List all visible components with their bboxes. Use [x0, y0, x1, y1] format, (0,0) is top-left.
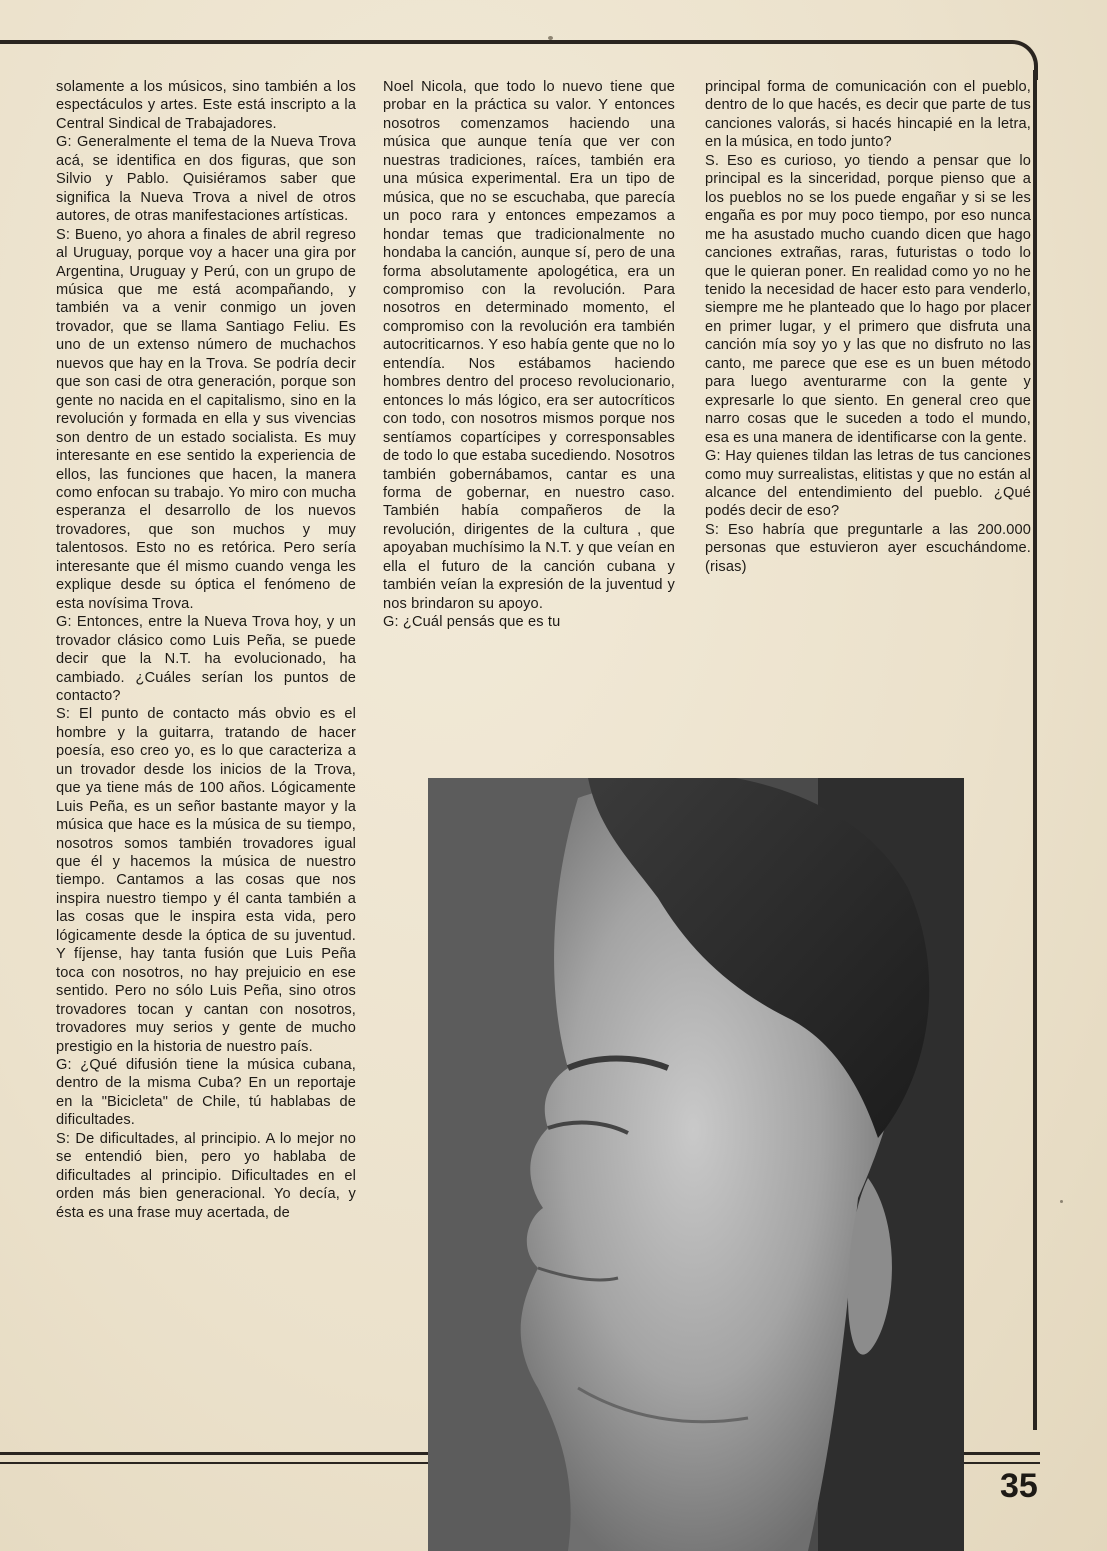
page-number: 35: [1000, 1467, 1038, 1505]
article-column-3: [705, 78, 1031, 576]
portrait-photo: [428, 778, 964, 1551]
column-2-text: Noel Nicola, que todo lo nuevo tiene que probar en la práctica su valor. Y entonces nosotros comenzamos haciendo una música que aunque tenía que ver con nuestras tradiciones, raíces, también era una música experimental. Era un tipo de música, que no se escuchaba, que parecía un poco rara y entonces empezamos a hondar temas que tradicionalmente no hondaba la canción, aunque sí, pero de una forma absolutamente apologética, era un compromiso con la revolución. Para nosotros en determinado momento, el compromiso con la revolución era también autocriticarnos. Y eso había gente que no lo entendía. Nos estábamos haciendo hombres dentro del proceso revolucionario, entonces lo más lógico, era ser autocríticos con todo, con nosotros mismos porque nos sentíamos copartícipes y corresponsables de todo lo que estaba sucediendo. Nosotros también gobernábamos, cantar es una forma de gobernar, en nuestro caso. También había compañeros de la revolución, dirigentes de la cultura , que apoyaban muchísimo la N.T. y que veían en ella el futuro de la canción cubana y también veían la expresión de la juventud y nos brindaron su apoyo. G: ¿Cuál pensás que es tu: [383, 79, 675, 631]
portrait-silhouette-icon: [428, 778, 964, 1551]
column-3-text: principal forma de comunicación con el pueblo, dentro de lo que hacés, es decir que parte de tus canciones valorás, si hacés hincapié en la letra, en la música, en todo junto? S. Eso es curioso, yo tiendo a pensar que lo principal es la sinceridad, porque pienso que a los pueblos no se los puede engañar y si se les engaña es por muy poco tiempo, por eso nunca me ha asustado mucho cuando dicen que hago canciones extrañas, raras, futuristas o todo lo que le quieran poner. En realidad como yo no he tenido la necesidad de hacer esto para venderlo, siempre me he planteado que lo hago por placer en primer lugar, y el primero que disfruta una canción mía soy yo y las que no disfruto no las canto, me parece que ese es un buen método para luego aventurarme con la gente y expresarle lo que siento. En general creo que narro cosas que le suceden a todo el mundo, esa es una manera de identificarse con la gente. G: Hay quienes tildan las letras de tus canciones como muy surrealistas, elitistas y que no están al alcance del entendimiento del pueblo. ¿Qué podés decir de eso? S: Eso habría que preguntarle a las 200.000 personas que estuvieron ayer escuchándome. (risas): [705, 79, 1031, 575]
page-frame-right: [1033, 70, 1037, 1430]
article-column-2: [383, 78, 675, 632]
print-speck: [548, 36, 553, 40]
article-column-1: [56, 78, 356, 1222]
print-speck: [1060, 1200, 1063, 1203]
column-1-text: solamente a los músicos, sino también a los espectáculos y artes. Este está inscripto a la Central Sindical de Trabajadores. G: Generalmente el tema de la Nueva Trova acá, se identifica en dos figuras, que son Silvio y Pablo. Quisiéramos saber que significa la Nueva Trova a nivel de otros autores, de otras manifestaciones artísticas. S: Bueno, yo ahora a finales de abril regreso al Uruguay, porque voy a hacer una gira por Argentina, Uruguay y Perú, con un grupo de música que me está acompañando, y también va a venir conmigo un joven trovador, que se llama Santiago Feliu. Es uno de un extenso número de muchachos nuevos que hay en la Trova. Se podría decir que son casi de otra generación, porque son gente no nacida en el capitalismo, sino en la revolución y formada en ella y sus vivencias son dentro de un estado socialista. Es muy interesante en ese sentido la experiencia de ellos, las funciones que hacen, la manera como enfocan su trabajo. Yo miro con mucha esperanza el desarrollo de los nuevos trovadores, que son muchos y muy talentosos. Esto no es retórica. Pero sería interesante que él mismo cuando venga les explique desde su óptica el fenómeno de esta novísima Trova. G: Entonces, entre la Nueva Trova hoy, y un trovador clásico como Luis Peña, se puede decir que la N.T. ha evolucionado, ha cambiado. ¿Cuáles serían los puntos de contacto? S: El punto de contacto más obvio es el hombre y la guitarra, tratando de hacer poesía, eso creo yo, es lo que caracteriza a un trovador desde los inicios de la Trova, que ya tiene más de 100 años. Lógicamente Luis Peña, es un señor bastante mayor y la música que hace es la música de su tiempo, nosotros somos también trovadores igual que él y hacemos la música de nuestro tiempo. Cantamos a las cosas que nos inspira nuestro tiempo y él canta también a las cosas que le inspira esta vida, pero lógicamente desde la óptica de su juventud. Y fíjense, hay tanta fusión que Luis Peña toca con nosotros, no hay prejuicio en ese sentido. Pero no sólo Luis Peña, sino otros trovadores tocan y cantan con nosotros, trovadores muy serios y gente de mucho prestigio en la historia de nuestro país. G: ¿Qué difusión tiene la música cubana, dentro de la misma Cuba? En un reportaje en la "Bicicleta" de Chile, tú hablabas de dificultades. S: De dificultades, al principio. A lo mejor no se entendió bien, pero yo hablaba de dificultades al principio. Dificultades en el orden más bien generacional. Yo decía, y ésta es una frase muy acertada, de: [56, 79, 356, 1221]
page-frame-top: [0, 40, 1038, 80]
